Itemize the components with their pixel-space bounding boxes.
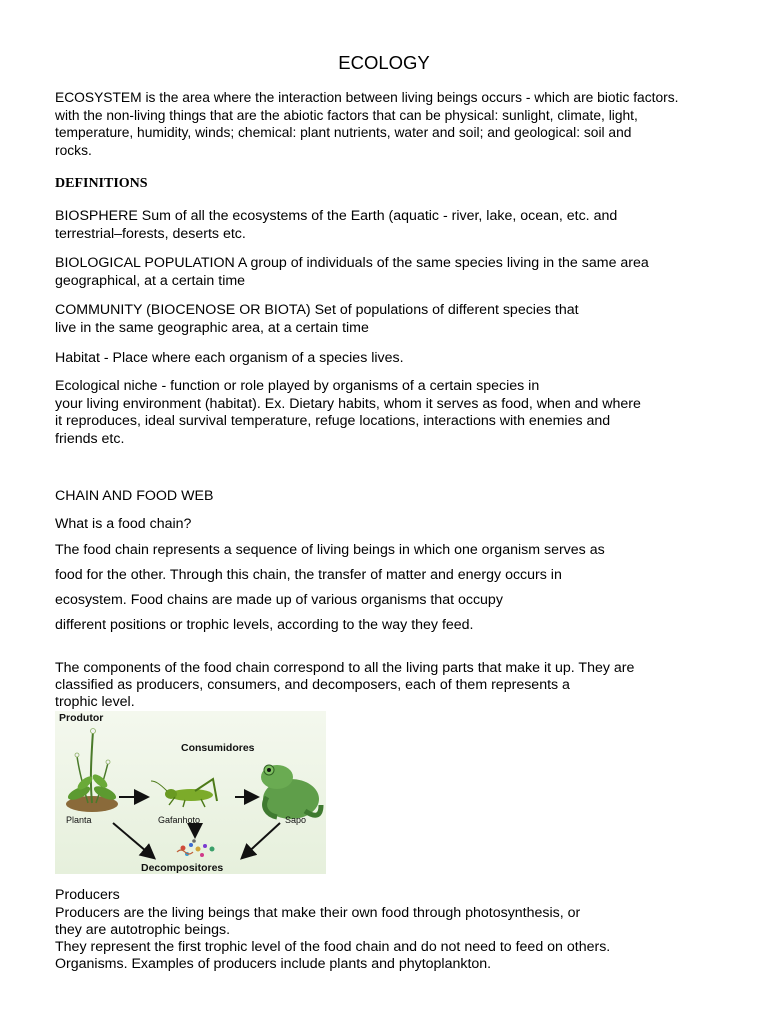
label-sapo: Sapo xyxy=(285,815,307,825)
chain-line: different positions or trophic levels, according to the way they feed. xyxy=(55,617,474,633)
page-title: ECOLOGY xyxy=(338,52,430,73)
label-decompositores: Decompositores xyxy=(141,862,224,874)
label-gafanhoto: Gafanhoto xyxy=(158,815,201,825)
chain-line: food for the other. Through this chain, the transfer of matter and energy occurs in xyxy=(55,567,562,583)
population-definition: BIOLOGICAL POPULATION A group of individuals of the same species living in the same area geographical, at a certain time xyxy=(55,255,649,289)
definitions-heading: DEFINITIONS xyxy=(55,176,148,191)
ecosystem-paragraph: ECOSYSTEM is the area where the interaction between living beings occurs - which are biotic factors. with the non-living things that are the abiotic factors that can be physical: sunlight, climate, light, temperature, humidity, winds; chemical: plant nutrients, water and soil; and geological: soil and rocks. xyxy=(55,90,679,158)
food-chain-figure xyxy=(55,711,326,874)
chain-line: The food chain represents a sequence of living beings in which one organism serves as xyxy=(55,542,605,558)
components-paragraph: The components of the food chain correspond to all the living parts that make it up. They are classified as producers, consumers, and decomposers, each of them represents a trophic level. xyxy=(55,660,635,710)
label-planta: Planta xyxy=(66,815,92,825)
biosphere-definition: BIOSPHERE Sum of all the ecosystems of the Earth (aquatic - river, lake, ocean, etc. and terrestrial–forests, deserts etc. xyxy=(55,208,618,242)
habitat-definition: Habitat - Place where each organism of a species lives. xyxy=(55,350,404,366)
food-chain-diagram xyxy=(55,711,326,874)
chain-heading: CHAIN AND FOOD WEB xyxy=(55,488,214,504)
chain-line: ecosystem. Food chains are made up of various organisms that occupy xyxy=(55,592,503,608)
community-definition: COMMUNITY (BIOCENOSE OR BIOTA) Set of populations of different species that live in the same geographic area, at a certain time xyxy=(55,302,579,336)
niche-definition: Ecological niche - function or role played by organisms of a certain species in your living environment (habitat). Ex. Dietary habits, whom it serves as food, when and where it reproduces, ideal survival temperature, refuge locations, interactions with enemies and friends etc. xyxy=(55,378,641,447)
chain-question: What is a food chain? xyxy=(55,516,192,532)
label-produtor: Produtor xyxy=(59,712,104,724)
producers-paragraph: Producers are the living beings that make their own food through photosynthesis, or they are autotrophic beings. They represent the first trophic level of the food chain and do not need to feed on others. Organisms. Examples of producers include plants and phytoplankton. xyxy=(55,905,611,972)
label-consumidores: Consumidores xyxy=(181,742,255,754)
producers-heading: Producers xyxy=(55,887,120,903)
